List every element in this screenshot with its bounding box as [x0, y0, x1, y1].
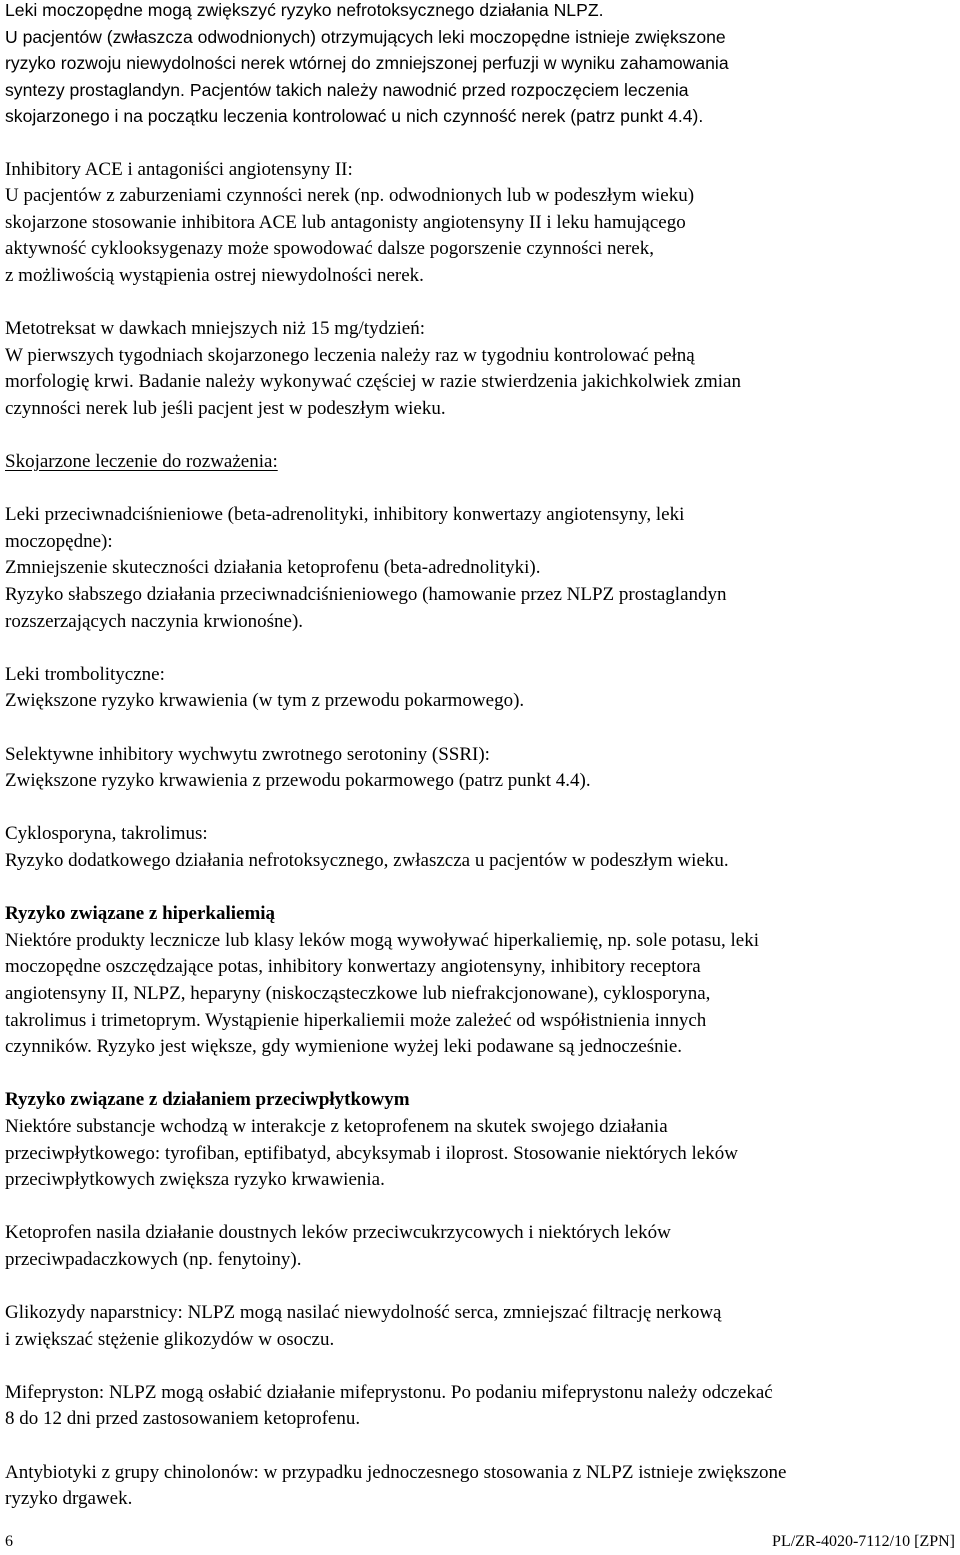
- text-line: aktywność cyklooksygenazy może spowodować dalsze pogorszenie czynności nerek,: [5, 238, 654, 260]
- text-line: Mifepryston: NLPZ mogą osłabić działanie mifeprystonu. Po podaniu mifeprystonu należy odczekać: [5, 1381, 773, 1403]
- text-line: skojarzonego i na początku leczenia kontrolować u nich czynność nerek (patrz punkt 4.4).: [5, 106, 704, 127]
- text-line: Ryzyko słabszego działania przeciwnadciśnieniowego (hamowanie przez NLPZ prostaglandyn: [5, 584, 727, 606]
- text-line: przeciwpłytkowego: tyrofiban, eptifibatyd, abcyksymab i iloprost. Stosowanie niektórych leków: [5, 1142, 738, 1164]
- paragraph-quinolones: [5, 1460, 955, 1513]
- text-line: Glikozydy naparstnicy: NLPZ mogą nasilać niewydolność serca, zmniejszać filtrację nerkową: [5, 1302, 722, 1324]
- paragraph-ssri: [5, 742, 955, 795]
- text-line: angiotensyny II, NLPZ, heparyny (niskocząsteczkowe lub niefrakcjonowane), cyklosporyna,: [5, 982, 711, 1004]
- paragraph-antiplatelet: [5, 1087, 955, 1193]
- text-line: takrolimus i trimetoprym. Wystąpienie hiperkaliemii może zależeć od współistnienia innych: [5, 1009, 707, 1031]
- subsection-heading: Leki przeciwnadciśnieniowe (beta-adrenolityki, inhibitory konwertazy angiotensyny, leki: [5, 504, 685, 526]
- paragraph-mifepristone: [5, 1380, 955, 1433]
- page-number: 6: [5, 1533, 13, 1550]
- text-line: 8 do 12 dni przed zastosowaniem ketoprofenu.: [5, 1408, 361, 1430]
- text-line: czynników. Ryzyko jest większe, gdy wymienione wyżej leki podawane są jednocześnie.: [5, 1036, 683, 1058]
- subsection-heading: Inhibitory ACE i antagoniści angiotensyny II:: [5, 158, 353, 180]
- paragraph-hyperkalemia: [5, 901, 955, 1061]
- text-line: Leki moczopędne mogą zwiększyć ryzyko nefrotoksycznego działania NLPZ.: [5, 0, 604, 20]
- subsection-heading: moczopędne):: [5, 530, 113, 552]
- paragraph-glycosides: [5, 1300, 955, 1353]
- text-line: ryzyko rozwoju niewydolności nerek wtórnej do zmniejszonej perfuzji w wyniku zahamowania: [5, 53, 729, 74]
- bold-heading: Ryzyko związane z działaniem przeciwpłytkowym: [5, 1089, 410, 1111]
- document-page: [5, 0, 955, 1513]
- page-footer: [5, 1529, 955, 1555]
- text-line: Ryzyko dodatkowego działania nefrotoksycznego, zwłaszcza u pacjentów w podeszłym wieku.: [5, 850, 729, 871]
- text-line: Ketoprofen nasila działanie doustnych leków przeciwcukrzycowych i niektórych leków: [5, 1222, 671, 1244]
- text-line: Niektóre produkty lecznicze lub klasy leków mogą wywoływać hiperkaliemię, np. sole potasu, leki: [5, 929, 759, 951]
- subsection-heading: Leki trombolityczne:: [5, 663, 165, 685]
- paragraph-diuretics: [5, 0, 955, 130]
- text-line: ryzyko drgawek.: [5, 1488, 133, 1510]
- text-line: czynności nerek lub jeśli pacjent jest w podeszłym wieku.: [5, 397, 446, 419]
- paragraph-methotrexate: [5, 316, 955, 422]
- paragraph-thrombolytics: [5, 662, 955, 715]
- text-line: Zwiększone ryzyko krwawienia z przewodu pokarmowego (patrz punkt 4.4).: [5, 770, 591, 792]
- bold-heading: Ryzyko związane z hiperkaliemią: [5, 903, 276, 925]
- text-line: morfologię krwi. Badanie należy wykonywać częściej w razie stwierdzenia jakichkolwiek zmian: [5, 371, 741, 393]
- text-line: przeciwpadaczkowych (np. fenytoiny).: [5, 1248, 302, 1270]
- text-line: Niektóre substancje wchodzą w interakcje z ketoprofenem na skutek swojego działania: [5, 1115, 668, 1137]
- paragraph-cyclosporine: [5, 821, 955, 874]
- text-line: U pacjentów z zaburzeniami czynności nerek (np. odwodnionych lub w podeszłym wieku): [5, 185, 695, 207]
- text-line: syntezy prostaglandyn. Pacjentów takich należy nawodnić przed rozpoczęciem leczenia: [5, 79, 689, 100]
- text-line: U pacjentów (zwłaszcza odwodnionych) otrzymujących leki moczopędne istnieje zwiększone: [5, 26, 726, 47]
- text-line: Antybiotyki z grupy chinolonów: w przypadku jednoczesnego stosowania z NLPZ istnieje zwiększone: [5, 1461, 787, 1483]
- subsection-heading: Selektywne inhibitory wychwytu zwrotnego serotoniny (SSRI):: [5, 743, 490, 765]
- text-line: z możliwością wystąpienia ostrej niewydolności nerek.: [5, 264, 424, 286]
- subsection-heading: Cyklosporyna, takrolimus:: [5, 823, 208, 845]
- paragraph-ace-inhibitors: [5, 157, 955, 290]
- section-heading: Skojarzone leczenie do rozważenia:: [5, 451, 278, 473]
- text-line: Zmniejszenie skuteczności działania ketoprofenu (beta-adrednolityki).: [5, 557, 541, 579]
- document-code: PL/ZR-4020-7112/10 [ZPN]: [772, 1533, 955, 1550]
- text-line: W pierwszych tygodniach skojarzonego leczenia należy raz w tygodniu kontrolować pełną: [5, 344, 695, 366]
- text-line: skojarzone stosowanie inhibitora ACE lub antagonisty angiotensyny II i leku hamującego: [5, 211, 686, 233]
- text-line: Zwiększone ryzyko krwawienia (w tym z przewodu pokarmowego).: [5, 690, 525, 712]
- text-line: przeciwpłytkowych zwiększa ryzyko krwawienia.: [5, 1169, 385, 1191]
- paragraph-antidiabetics: [5, 1220, 955, 1273]
- subsection-heading: Metotreksat w dawkach mniejszych niż 15 mg/tydzień:: [5, 318, 425, 340]
- text-line: rozszerzających naczynia krwionośne).: [5, 610, 304, 632]
- paragraph-antihypertensives: [5, 502, 955, 635]
- text-line: i zwiększać stężenie glikozydów w osoczu.: [5, 1328, 335, 1350]
- text-line: moczopędne oszczędzające potas, inhibitory konwertazy angiotensyny, inhibitory receptora: [5, 956, 701, 978]
- section-heading-combined-treatment: [5, 449, 955, 476]
